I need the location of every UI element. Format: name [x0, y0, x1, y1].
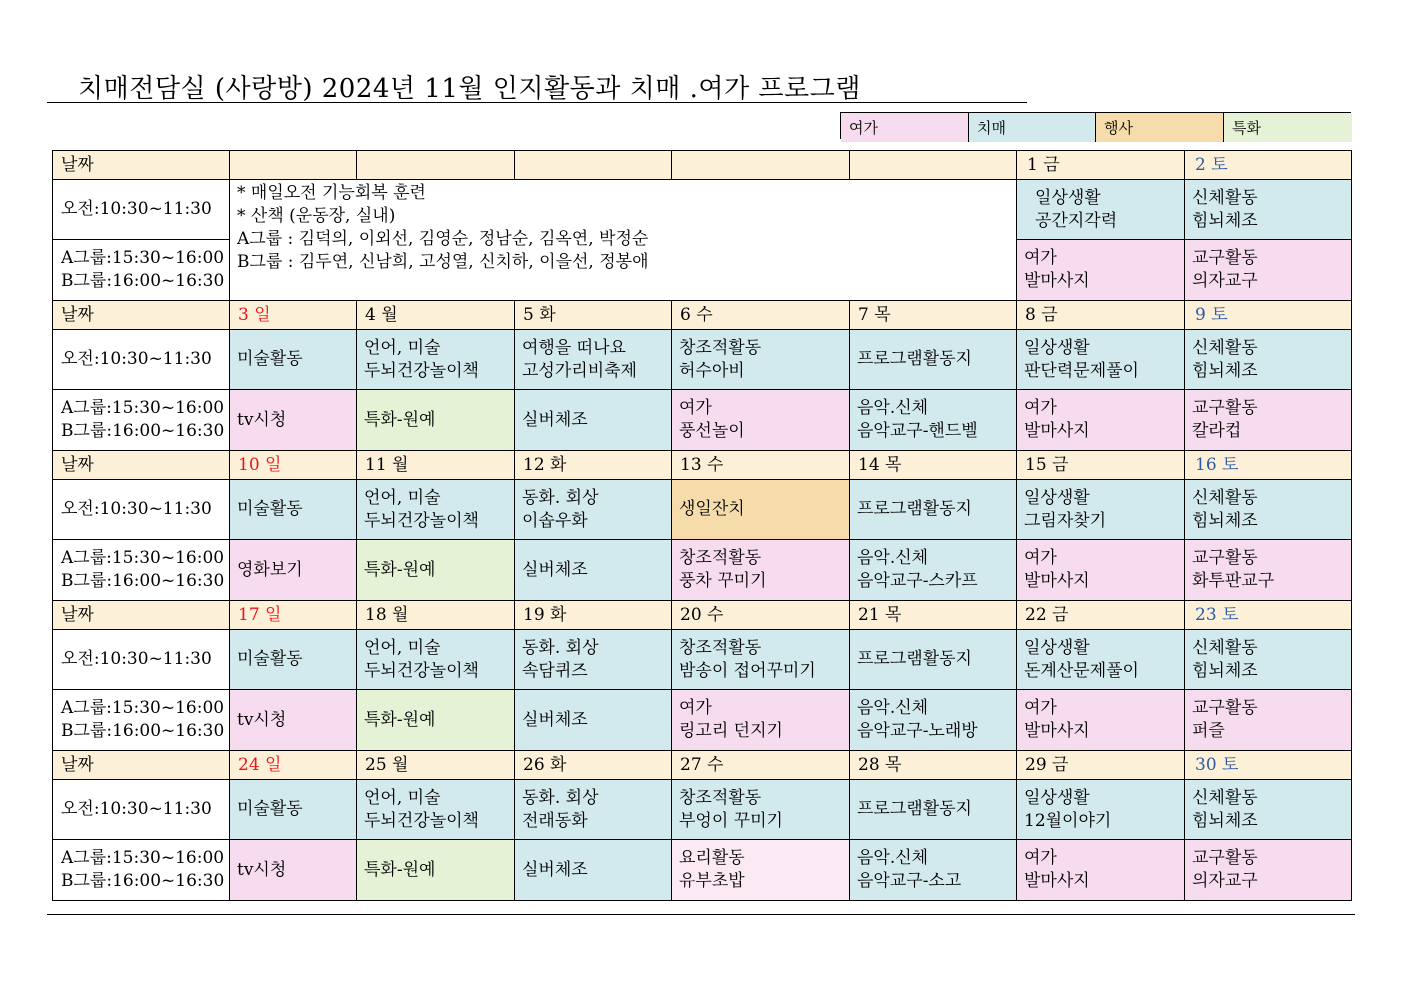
activity-line: 미술활동 — [237, 499, 303, 519]
date-label: 날짜 — [53, 151, 230, 180]
activity-cell — [850, 840, 1017, 901]
activity-line: 미술활동 — [237, 799, 303, 819]
activity-line: 미술활동 — [237, 649, 303, 669]
legend-leisure: 여가 — [841, 113, 969, 142]
activity-line: 음악교구-소고 — [857, 871, 962, 891]
activity-line: 여가 — [1024, 848, 1057, 868]
legend-special: 특화 — [1224, 113, 1352, 142]
activity-line: 여가 — [679, 698, 712, 718]
date-cell: 27 수 — [672, 751, 850, 780]
activity-line: 12월이야기 — [1024, 810, 1112, 831]
activity-line: 프로그램활동지 — [857, 349, 972, 369]
activity-cell — [850, 780, 1017, 840]
activity-cell — [230, 330, 357, 390]
week3-am-row — [53, 630, 1352, 690]
activity-cell — [850, 480, 1017, 540]
activity-line: 미술활동 — [237, 349, 303, 369]
activity-cell — [515, 840, 672, 901]
date-cell: 6 수 — [672, 301, 850, 330]
activity-cell — [850, 330, 1017, 390]
activity-line: 특화-원예 — [364, 709, 436, 730]
date-cell: 17 일 — [230, 601, 357, 630]
week1-date-row — [53, 301, 1352, 330]
week2-pm-row — [53, 540, 1352, 601]
activity-line: 언어, 미술 — [364, 787, 441, 808]
activity-cell — [515, 390, 672, 451]
date-cell: 30 토 — [1185, 751, 1352, 780]
activity-cell — [515, 780, 672, 840]
activity-cell — [1017, 480, 1185, 540]
date-cell: 18 월 — [357, 601, 515, 630]
activity-line: 언어, 미술 — [364, 337, 441, 358]
week1-pm-row — [53, 390, 1352, 451]
activity-cell — [850, 630, 1017, 690]
activity-line: 음악.신체 — [857, 398, 929, 418]
group-b-time: B그룹:16:00~16:30 — [61, 721, 225, 741]
activity-line: 음악.신체 — [857, 848, 929, 868]
activity-cell — [672, 330, 850, 390]
activity-cell — [230, 480, 357, 540]
activity-cell — [515, 690, 672, 751]
activity-line: 전래동화 — [522, 810, 588, 831]
activity-cell — [357, 540, 515, 601]
pm-label — [53, 390, 230, 451]
activity-cell — [357, 330, 515, 390]
activity-cell — [672, 390, 850, 451]
activity-line: 프로그램활동지 — [857, 499, 972, 519]
activity-line: 힘뇌체조 — [1192, 360, 1258, 381]
am-label: 오전:10:30~11:30 — [53, 480, 230, 540]
date-empty — [515, 151, 672, 180]
activity-cell — [515, 330, 672, 390]
activity-line: 속담퀴즈 — [522, 660, 588, 681]
pm-label — [53, 690, 230, 751]
activity-line: 음악교구-스카프 — [857, 571, 978, 591]
date-empty — [230, 151, 357, 180]
date-cell: 16 토 — [1185, 451, 1352, 480]
activity-line: 두뇌건강놀이책 — [364, 660, 479, 681]
activity-line: 신체활동 — [1192, 787, 1258, 808]
activity-line: 이솝우화 — [522, 510, 588, 531]
activity-line: 교구활동 — [1192, 848, 1258, 868]
activity-cell — [357, 780, 515, 840]
activity-cell — [1017, 630, 1185, 690]
activity-line: 요리활동 — [679, 848, 745, 868]
activity-line: 허수아비 — [679, 360, 745, 381]
activity-line: 일상생활 — [1024, 787, 1090, 808]
activity-line: 일상생활 — [1024, 637, 1090, 658]
activity-line: 프로그램활동지 — [857, 649, 972, 669]
activity-line: 일상생활 — [1024, 487, 1090, 508]
activity-cell — [1017, 180, 1185, 240]
activity-line: 음악.신체 — [857, 698, 929, 718]
date-cell: 13 수 — [672, 451, 850, 480]
activity-line: 영화보기 — [237, 559, 303, 580]
group-b-time: B그룹:16:00~16:30 — [61, 571, 225, 591]
date-cell: 3 일 — [230, 301, 357, 330]
activity-line: 그림자찾기 — [1024, 510, 1107, 531]
activity-line: 동화. 회상 — [522, 637, 599, 658]
group-a-time: A그룹:15:30~16:00 — [61, 398, 225, 418]
activity-line: 유부초밥 — [679, 871, 745, 891]
week1-am-row — [53, 330, 1352, 390]
activity-line: 여가 — [679, 398, 712, 418]
am-label: 오전:10:30~11:30 — [53, 180, 230, 240]
activity-cell — [850, 690, 1017, 751]
legend-event: 행사 — [1096, 113, 1224, 142]
activity-cell — [357, 630, 515, 690]
date-empty — [672, 151, 850, 180]
activity-cell — [1017, 240, 1185, 301]
activity-line: 신체활동 — [1192, 187, 1258, 208]
activity-line: 실버체조 — [522, 859, 588, 880]
activity-cell — [515, 480, 672, 540]
activity-line: 돈계산문제풀이 — [1024, 660, 1139, 681]
activity-cell — [1185, 390, 1352, 451]
activity-cell — [515, 630, 672, 690]
activity-cell — [1017, 540, 1185, 601]
activity-line: 퍼즐 — [1192, 721, 1225, 741]
date-cell: 25 월 — [357, 751, 515, 780]
date-cell: 22 금 — [1017, 601, 1185, 630]
activity-line: tv시청 — [237, 859, 287, 880]
activity-line: 음악교구-노래방 — [857, 721, 978, 741]
group-b-time: B그룹:16:00~16:30 — [61, 421, 225, 441]
date-cell: 8 금 — [1017, 301, 1185, 330]
week2-date-row — [53, 451, 1352, 480]
activity-cell — [1017, 390, 1185, 451]
activity-line: 교구활동 — [1192, 248, 1258, 268]
activity-cell — [672, 630, 850, 690]
date-cell: 20 수 — [672, 601, 850, 630]
activity-line: 교구활동 — [1192, 398, 1258, 418]
date-label: 날짜 — [53, 451, 230, 480]
activity-cell — [672, 480, 850, 540]
activity-line: tv시청 — [237, 709, 287, 730]
title-underline — [47, 102, 1027, 103]
note-line: B그룹 : 김두연, 신남희, 고성열, 신치하, 이을선, 정봉애 — [237, 252, 649, 272]
activity-cell — [1185, 240, 1352, 301]
group-a-time: A그룹:15:30~16:00 — [61, 698, 225, 718]
activity-line: 의자교구 — [1192, 271, 1258, 291]
activity-cell — [1185, 690, 1352, 751]
date-cell: 9 토 — [1185, 301, 1352, 330]
note-line: A그룹 : 김덕의, 이외선, 김영순, 정남순, 김옥연, 박정순 — [237, 229, 649, 249]
activity-cell — [1185, 180, 1352, 240]
activity-line: 부엉이 꾸미기 — [679, 810, 783, 831]
date-cell: 26 화 — [515, 751, 672, 780]
date-cell: 15 금 — [1017, 451, 1185, 480]
activity-line: 언어, 미술 — [364, 487, 441, 508]
am-label: 오전:10:30~11:30 — [53, 630, 230, 690]
activity-line: 공간지각력 — [1035, 210, 1118, 231]
activity-cell — [672, 840, 850, 901]
date-cell: 1 금 — [1017, 151, 1185, 180]
date-cell: 10 일 — [230, 451, 357, 480]
activity-cell — [1185, 480, 1352, 540]
date-empty — [850, 151, 1017, 180]
activity-line: 여행을 떠나요 — [522, 337, 626, 358]
week4-pm-row — [53, 840, 1352, 901]
activity-line: 프로그램활동지 — [857, 799, 972, 819]
activity-line: 일상생활 — [1035, 187, 1101, 208]
activity-line: 발마사지 — [1024, 271, 1090, 291]
date-cell: 4 월 — [357, 301, 515, 330]
activity-line: 교구활동 — [1192, 698, 1258, 718]
activity-line: 특화-원예 — [364, 859, 436, 880]
activity-line: 동화. 회상 — [522, 787, 599, 808]
bottom-rule — [47, 914, 1355, 915]
activity-line: 신체활동 — [1192, 637, 1258, 658]
activity-cell — [1185, 630, 1352, 690]
date-cell: 19 화 — [515, 601, 672, 630]
activity-line: 창조적활동 — [679, 337, 762, 358]
activity-line: 특화-원예 — [364, 409, 436, 430]
activity-cell — [1017, 330, 1185, 390]
legend — [840, 112, 1351, 139]
activity-cell — [672, 690, 850, 751]
activity-line: 창조적활동 — [679, 787, 762, 808]
activity-line: 창조적활동 — [679, 637, 762, 658]
notes-cell — [230, 180, 1017, 301]
activity-line: 두뇌건강놀이책 — [364, 510, 479, 531]
activity-line: 발마사지 — [1024, 721, 1090, 741]
activity-line: 신체활동 — [1192, 487, 1258, 508]
activity-line: 실버체조 — [522, 709, 588, 730]
activity-line: 생일잔치 — [679, 499, 745, 519]
activity-cell — [1017, 780, 1185, 840]
week0-am-row — [53, 180, 1352, 240]
activity-cell — [230, 540, 357, 601]
date-cell: 24 일 — [230, 751, 357, 780]
date-cell: 28 목 — [850, 751, 1017, 780]
activity-cell — [1185, 840, 1352, 901]
activity-line: 음악.신체 — [857, 548, 929, 568]
date-cell: 5 화 — [515, 301, 672, 330]
activity-line: 일상생활 — [1024, 337, 1090, 358]
activity-line: 풍차 꾸미기 — [679, 571, 767, 591]
date-empty — [357, 151, 515, 180]
date-cell: 21 목 — [850, 601, 1017, 630]
activity-line: 판단력문제풀이 — [1024, 360, 1139, 381]
activity-cell — [1185, 780, 1352, 840]
activity-cell — [230, 630, 357, 690]
activity-cell — [357, 840, 515, 901]
page-title: 치매전담실 (사랑방) 2024년 11월 인지활동과 치매 .여가 프로그램 — [78, 74, 861, 104]
activity-line: 언어, 미술 — [364, 637, 441, 658]
activity-line: 교구활동 — [1192, 548, 1258, 568]
note-line: * 산책 (운동장, 실내) — [237, 206, 396, 226]
week3-pm-row — [53, 690, 1352, 751]
activity-line: 화투판교구 — [1192, 571, 1275, 591]
activity-cell — [230, 690, 357, 751]
activity-cell — [230, 780, 357, 840]
activity-cell — [1185, 540, 1352, 601]
activity-line: tv시청 — [237, 409, 287, 430]
pm-label — [53, 240, 230, 301]
activity-line: 동화. 회상 — [522, 487, 599, 508]
activity-line: 발마사지 — [1024, 421, 1090, 441]
am-label: 오전:10:30~11:30 — [53, 780, 230, 840]
group-a-time: A그룹:15:30~16:00 — [61, 848, 225, 868]
group-b-time: B그룹:16:00~16:30 — [61, 271, 225, 291]
pm-label — [53, 840, 230, 901]
activity-cell — [230, 840, 357, 901]
note-line: * 매일오전 기능회복 훈련 — [237, 183, 426, 203]
activity-cell — [850, 540, 1017, 601]
activity-line: 신체활동 — [1192, 337, 1258, 358]
activity-line: 두뇌건강놀이책 — [364, 360, 479, 381]
activity-cell — [1185, 330, 1352, 390]
date-label: 날짜 — [53, 301, 230, 330]
activity-line: 두뇌건강놀이책 — [364, 810, 479, 831]
activity-line: 힘뇌체조 — [1192, 510, 1258, 531]
week4-date-row — [53, 751, 1352, 780]
week3-date-row — [53, 601, 1352, 630]
group-a-time: A그룹:15:30~16:00 — [61, 248, 225, 268]
activity-line: 실버체조 — [522, 409, 588, 430]
activity-cell — [357, 480, 515, 540]
activity-line: 힘뇌체조 — [1192, 210, 1258, 231]
date-cell: 11 월 — [357, 451, 515, 480]
activity-line: 힘뇌체조 — [1192, 810, 1258, 831]
activity-line: 칼라컵 — [1192, 421, 1242, 441]
activity-line: 여가 — [1024, 398, 1057, 418]
activity-line: 링고리 던지기 — [679, 721, 783, 741]
activity-line: 발마사지 — [1024, 571, 1090, 591]
activity-line: 발마사지 — [1024, 871, 1090, 891]
activity-line: 특화-원예 — [364, 559, 436, 580]
date-label: 날짜 — [53, 751, 230, 780]
activity-cell — [357, 390, 515, 451]
date-cell: 12 화 — [515, 451, 672, 480]
legend-dementia: 치매 — [969, 113, 1096, 142]
group-b-time: B그룹:16:00~16:30 — [61, 871, 225, 891]
activity-line: 고성가리비축제 — [522, 360, 637, 381]
activity-line: 실버체조 — [522, 559, 588, 580]
activity-line: 힘뇌체조 — [1192, 660, 1258, 681]
date-cell: 7 목 — [850, 301, 1017, 330]
pm-label — [53, 540, 230, 601]
activity-line: 여가 — [1024, 248, 1057, 268]
activity-line: 창조적활동 — [679, 548, 762, 568]
activity-cell — [850, 390, 1017, 451]
schedule-table — [52, 150, 1352, 901]
activity-line: 밤송이 접어꾸미기 — [679, 660, 816, 681]
activity-cell — [672, 780, 850, 840]
activity-cell — [515, 540, 672, 601]
activity-line: 여가 — [1024, 698, 1057, 718]
week0-date-row — [53, 151, 1352, 180]
date-cell: 23 토 — [1185, 601, 1352, 630]
activity-line: 의자교구 — [1192, 871, 1258, 891]
date-label: 날짜 — [53, 601, 230, 630]
am-label: 오전:10:30~11:30 — [53, 330, 230, 390]
activity-cell — [1017, 690, 1185, 751]
activity-line: 음악교구-핸드벨 — [857, 421, 978, 441]
date-cell: 14 목 — [850, 451, 1017, 480]
date-cell: 2 토 — [1185, 151, 1352, 180]
activity-line: 풍선놀이 — [679, 421, 745, 441]
date-cell: 29 금 — [1017, 751, 1185, 780]
week2-am-row — [53, 480, 1352, 540]
group-a-time: A그룹:15:30~16:00 — [61, 548, 225, 568]
activity-cell — [672, 540, 850, 601]
activity-cell — [1017, 840, 1185, 901]
activity-cell — [230, 390, 357, 451]
activity-line: 여가 — [1024, 548, 1057, 568]
activity-cell — [357, 690, 515, 751]
week4-am-row — [53, 780, 1352, 840]
